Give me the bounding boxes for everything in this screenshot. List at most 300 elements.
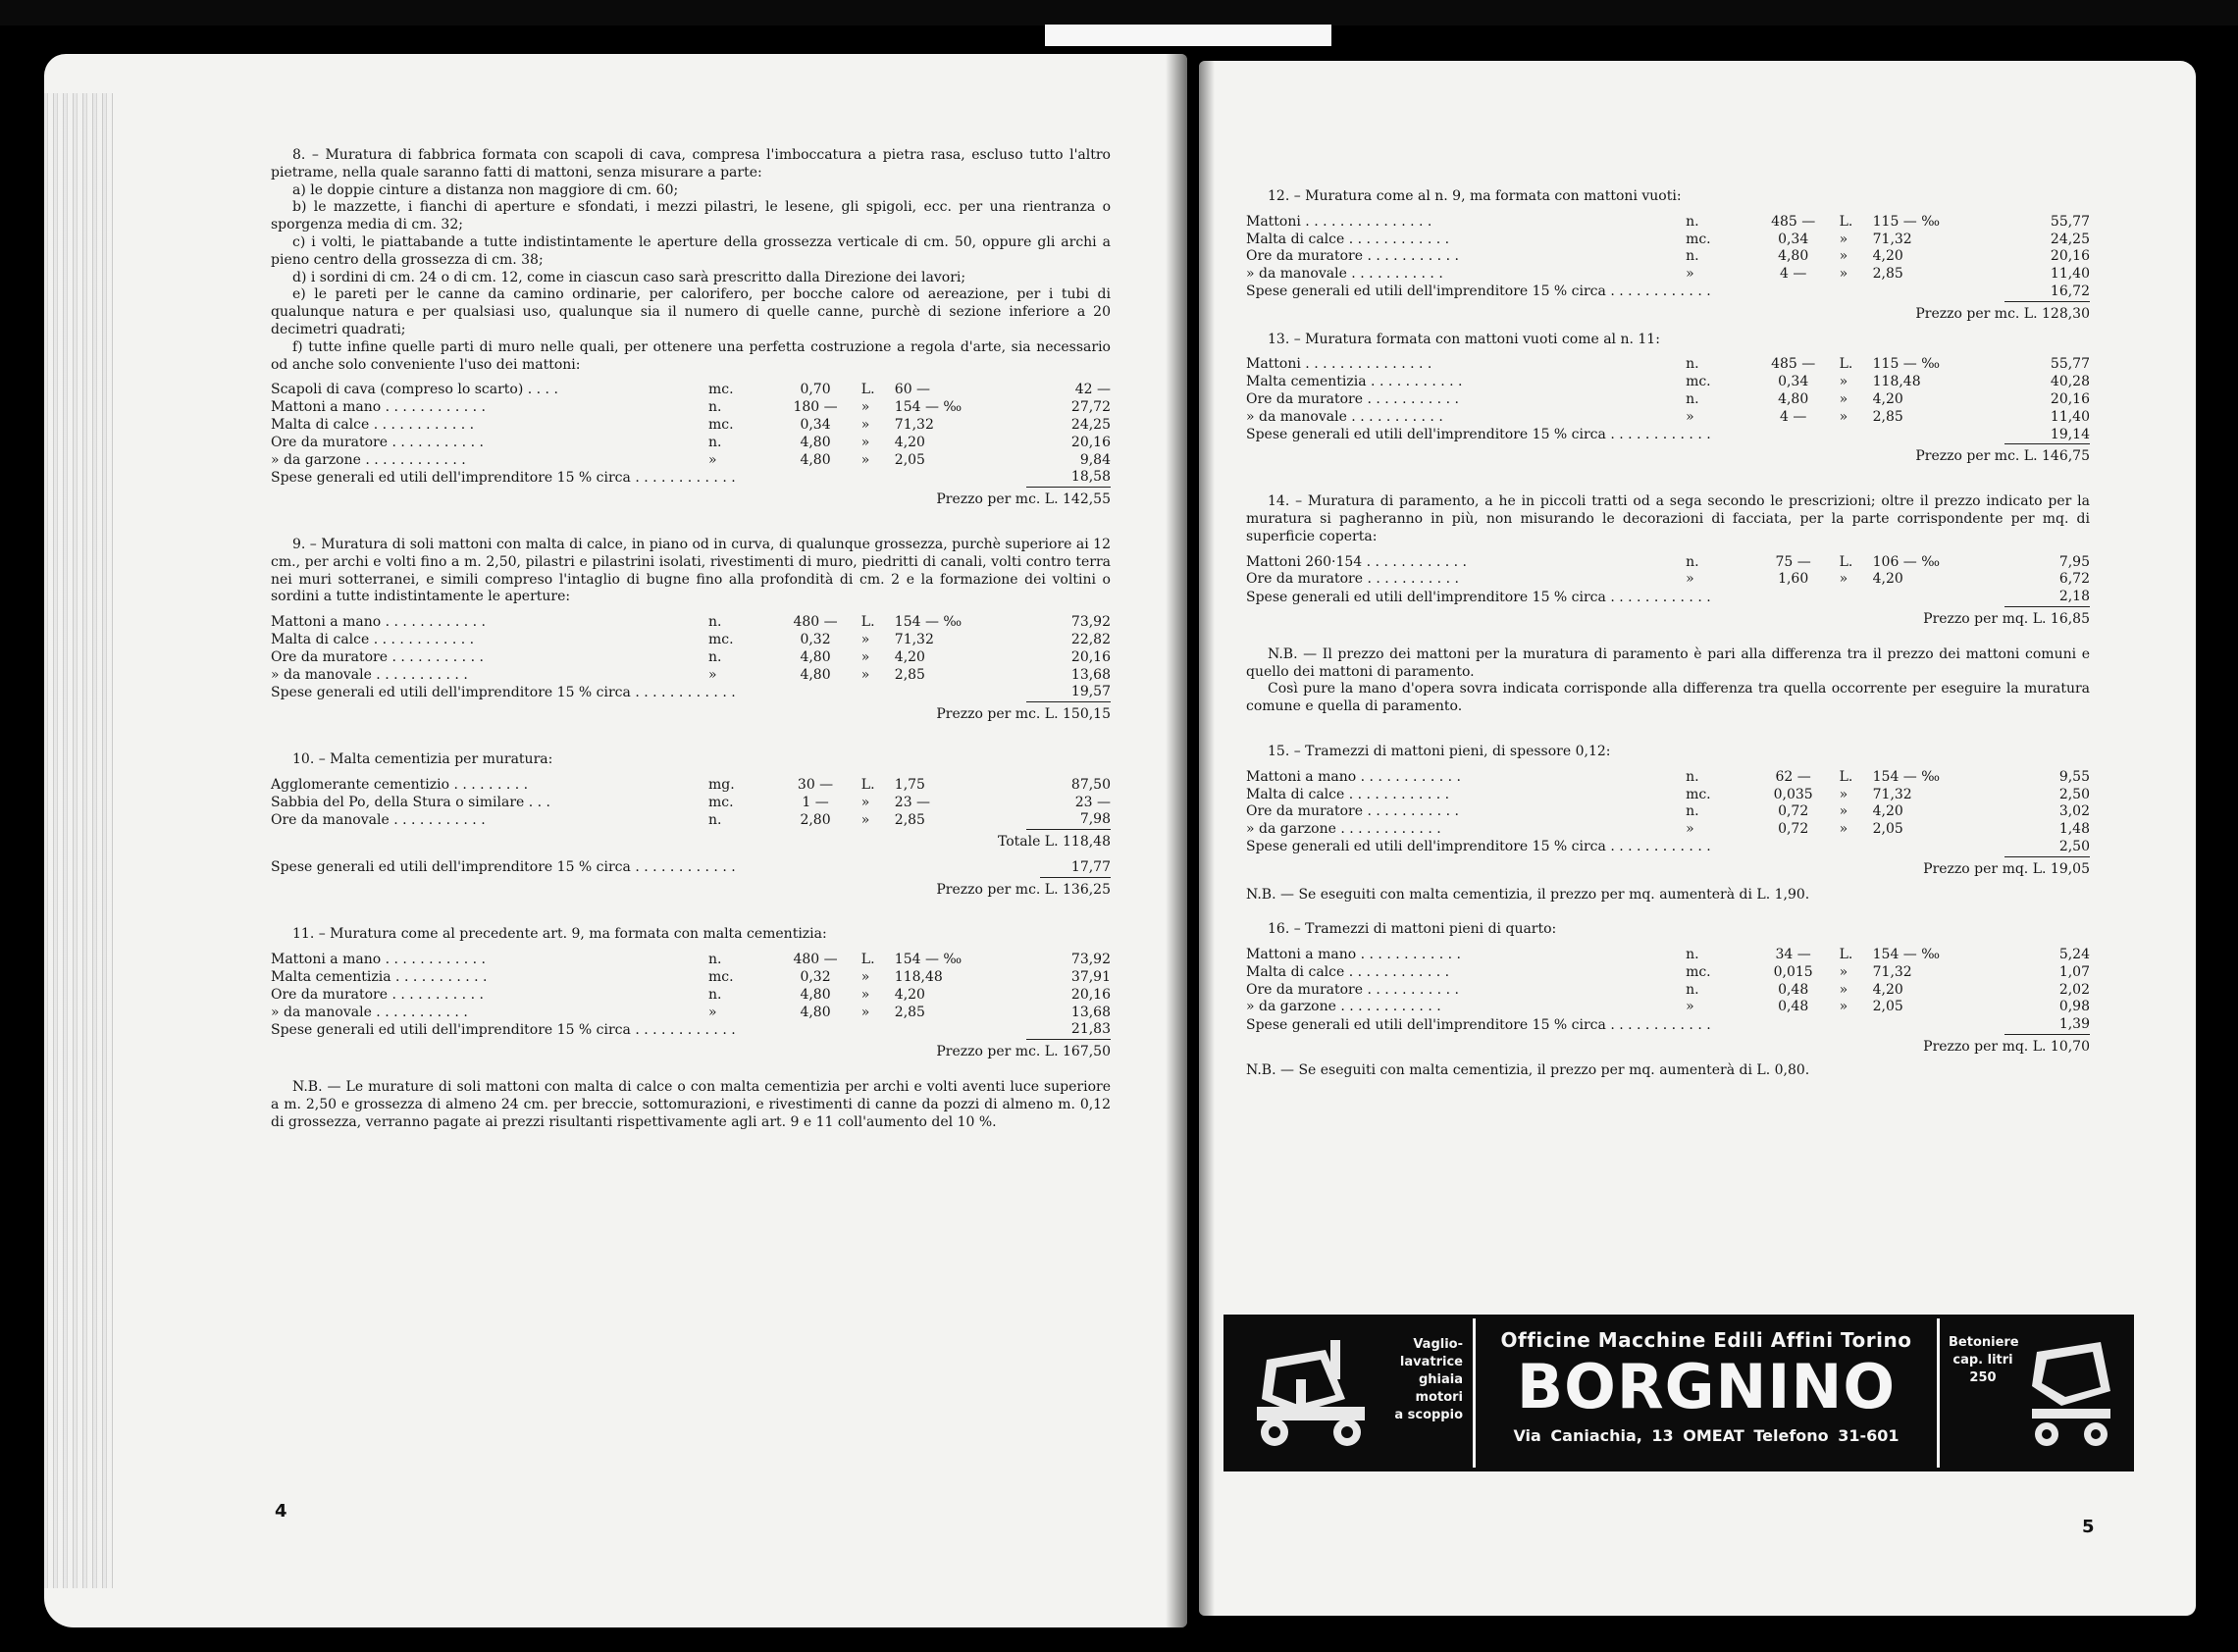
top-paper-strip [1045, 25, 1331, 46]
row-price-prefix: » [1839, 803, 1848, 820]
article-subitem: f) tutte infine quelle parti di muro nelle quali, per ottenere una perfetta costruzione a regola d'arte, sia necessario od anche solo conveniente l'uso dei mattoni: [271, 338, 1111, 373]
row-price [861, 777, 1026, 795]
row-desc: Ore da muratore . . . . . . . . . . . [1246, 981, 1459, 998]
ad-left-line: lavatrice [1399, 1355, 1463, 1369]
gutter-shadow [1199, 61, 1215, 1616]
row-total: 1,39 [2004, 1016, 2090, 1034]
table-row [271, 859, 1111, 877]
row-desc: Spese generali ed utili dell'imprenditore 15 % circa . . . . . . . . . . . . [271, 469, 736, 486]
article-intro: 14. – Muratura di paramento, a he in piccoli tratti od a sega secondo le prescrizioni; oltre il prezzo indicato per la muratura si pagheranno in più, non misurando le decorazioni di facciata, per la parte corrispondente per mq. di superficie coperta: [1246, 493, 2090, 544]
row-total: 20,16 [1070, 434, 1111, 450]
row-total: 40,28 [2050, 374, 2090, 390]
row-price-prefix: L. [1839, 947, 1853, 963]
row-price [861, 667, 1026, 685]
row-price-prefix: » [860, 648, 870, 665]
article-11 [271, 926, 1111, 1061]
row-total: 9,84 [1079, 451, 1111, 468]
table-row [1246, 787, 2090, 804]
row-unit: » [707, 666, 717, 683]
price-line: Prezzo per mc. L. 136,25 [936, 881, 1111, 898]
article-subitem: c) i volti, le piattabande a tutte indistintamente le aperture della grossezza verticale di cm. 50, oppure gli archi a pieno centro della grossezza di cm. 38; [271, 233, 1111, 268]
row-quantity: 0,72 [1778, 803, 1809, 820]
article-subitem: b) le mazzette, i fianchi di aperture e sfondati, i mezzi pilastri, le lesene, gli spigoli, ecc. per una rientranza o sporgenza media di cm. 32; [271, 199, 1111, 233]
row-price [1840, 982, 2005, 1000]
row-unit: » [1686, 408, 1694, 425]
table-row [1246, 999, 2090, 1016]
row-desc: » da manovale . . . . . . . . . . . [1246, 266, 1443, 283]
row-price [861, 399, 1026, 417]
row-price-value: 154 — ‰ [894, 399, 963, 416]
cost-table [271, 952, 1111, 1040]
row-price [1840, 787, 2005, 804]
row-price-value: 71,32 [1872, 786, 1912, 802]
table-row [271, 399, 1111, 417]
right-page-content [1246, 188, 2090, 1080]
row-total: 13,68 [1070, 1004, 1111, 1020]
gutter-shadow [1166, 54, 1187, 1627]
cost-table [271, 614, 1111, 702]
spese-table [271, 859, 1111, 878]
row-price [1840, 232, 2005, 249]
table-row [1246, 409, 2090, 427]
row-price [1840, 803, 2005, 821]
table-row [1246, 947, 2090, 964]
row-quantity: 0,70 [800, 382, 831, 398]
article-intro: 11. – Muratura come al precedente art. 9, ma formata con malta cementizia: [292, 926, 827, 943]
table-row [1246, 232, 2090, 249]
article-12 [1246, 188, 2090, 324]
row-quantity: 0,32 [800, 631, 831, 647]
row-total: 2,02 [2058, 981, 2090, 998]
row-desc: » da manovale . . . . . . . . . . . [271, 1004, 468, 1020]
row-unit: » [1686, 821, 1694, 838]
row-quantity: 0,48 [1778, 999, 1809, 1015]
page-edge-lines [44, 93, 113, 1588]
nb-note: N.B. — Il prezzo dei mattoni per la muratura di paramento è pari alla differenza tra il prezzo dei mattoni comuni e quello dei mattoni di paramento. [1246, 645, 2090, 680]
row-total: 20,16 [2050, 390, 2090, 407]
row-total: 9,55 [2058, 768, 2090, 785]
ad-brand-name: BORGNINO [1516, 1351, 1897, 1422]
row-price [861, 435, 1026, 452]
row-quantity: 30 — [797, 776, 834, 793]
row-price [861, 987, 1026, 1005]
row-price-prefix: » [860, 969, 870, 986]
row-price-value: 2,05 [1872, 999, 1903, 1015]
row-desc: Mattoni . . . . . . . . . . . . . . . [1246, 356, 1432, 373]
table-row [1246, 571, 2090, 589]
ad-left-line: a scoppio [1394, 1408, 1463, 1422]
row-desc: Ore da muratore . . . . . . . . . . . [271, 648, 484, 665]
row-price [1840, 391, 2005, 409]
row-desc: Malta di calce . . . . . . . . . . . . [271, 416, 475, 433]
row-unit: n. [1686, 213, 1699, 230]
row-price-prefix: L. [1839, 768, 1853, 785]
ad-left-line: ghiaia [1418, 1372, 1463, 1387]
row-total: 5,24 [2058, 947, 2090, 963]
table-row [1246, 821, 2090, 839]
article-9 [271, 537, 1111, 724]
row-quantity: 0,32 [800, 969, 831, 986]
row-price-value: 154 — ‰ [1872, 768, 1941, 785]
row-desc: Spese generali ed utili dell'imprenditore 15 % circa . . . . . . . . . . . . [1246, 589, 1711, 605]
row-total: 0,98 [2058, 999, 2090, 1015]
row-quantity: 4 — [1779, 408, 1807, 425]
row-quantity: 0,34 [1778, 231, 1809, 247]
total-line: Totale L. 118,48 [997, 834, 1111, 851]
row-total: 73,92 [1070, 614, 1111, 631]
row-quantity: 485 — [1771, 356, 1816, 373]
article-subitem: d) i sordini di cm. 24 o di cm. 12, come in ciascun caso sarà prescritto dalla Direzione dei lavori; [292, 269, 966, 285]
row-unit: n. [707, 648, 722, 665]
row-unit: mc. [707, 631, 734, 647]
cost-table [1246, 769, 2090, 857]
spread-top-background [0, 0, 2238, 26]
row-desc: Malta cementizia . . . . . . . . . . . [1246, 374, 1463, 390]
row-unit: » [707, 451, 717, 468]
row-desc: Spese generali ed utili dell'imprenditore 15 % circa . . . . . . . . . . . . [1246, 284, 1711, 300]
row-total: 20,16 [1070, 986, 1111, 1003]
row-total: 17,77 [1040, 859, 1111, 877]
table-row [1246, 589, 2090, 606]
row-total: 7,98 [1026, 811, 1111, 829]
table-row [271, 469, 1111, 487]
row-price-value: 154 — ‰ [894, 614, 963, 631]
row-total: 20,16 [1070, 648, 1111, 665]
ad-center-panel [1473, 1318, 1940, 1468]
table-row [1246, 554, 2090, 572]
ad-firm-title: Officine Macchine Edili Affini Torino [1500, 1328, 1912, 1352]
row-price-value: 71,32 [894, 631, 934, 647]
row-unit: mc. [707, 416, 734, 433]
row-unit: n. [707, 614, 722, 631]
row-total: 2,18 [2004, 589, 2090, 606]
row-price [861, 452, 1026, 470]
row-price-prefix: L. [860, 776, 875, 793]
row-total: 24,25 [1070, 416, 1111, 433]
table-row [271, 987, 1111, 1005]
row-desc: Malta di calce . . . . . . . . . . . . [1246, 786, 1450, 802]
row-unit: » [1686, 571, 1694, 588]
row-desc: » da garzone . . . . . . . . . . . . [1246, 821, 1441, 838]
row-desc: » da garzone . . . . . . . . . . . . [271, 451, 466, 468]
row-unit: » [707, 1004, 717, 1020]
nb-note: N.B. — Le murature di soli mattoni con malta di calce o con malta cementizia per archi e volti aventi luce superiore a m. 2,50 e grossezza di almeno 24 cm. per breccie, sottomurazioni, e rivestimenti di canne da pozzi di almeno m. 0,12 di grossezza, verranno pagate ai prezzi risultanti rispettivamente agli art. 9 e 11 coll'aumento del 10 %. [271, 1079, 1111, 1130]
row-price-prefix: L. [1839, 553, 1853, 570]
row-unit: n. [707, 434, 722, 450]
ad-right-line: Betoniere [1949, 1335, 2019, 1350]
row-price-value: 23 — [894, 794, 931, 810]
row-price-value: 1,75 [894, 776, 925, 793]
row-price [1840, 999, 2005, 1016]
row-desc: Ore da muratore . . . . . . . . . . . [271, 434, 484, 450]
row-price [861, 614, 1026, 632]
article-10 [271, 751, 1111, 900]
article-intro: 10. – Malta cementizia per muratura: [292, 750, 553, 767]
row-price-value: 4,20 [1872, 803, 1903, 820]
price-line: Prezzo per mq. L. 10,70 [1923, 1039, 2090, 1056]
row-desc: Mattoni a mano . . . . . . . . . . . . [271, 952, 486, 968]
row-total: 19,57 [1026, 684, 1111, 701]
row-price-value: 2,85 [894, 666, 925, 683]
row-desc: Malta cementizia . . . . . . . . . . . [271, 969, 488, 986]
row-quantity: 0,015 [1773, 963, 1813, 980]
row-price [1840, 214, 2005, 232]
row-total: 11,40 [2050, 408, 2090, 425]
row-price [861, 1005, 1026, 1022]
row-price-value: 2,85 [1872, 408, 1903, 425]
table-row [271, 435, 1111, 452]
row-total: 18,58 [1026, 469, 1111, 487]
borgnino-advertisement [1223, 1315, 2134, 1471]
row-price-prefix: L. [1839, 213, 1853, 230]
article-8 [271, 147, 1111, 509]
row-price-value: 4,20 [1872, 571, 1903, 588]
row-desc: Mattoni a mano . . . . . . . . . . . . [1246, 947, 1461, 963]
row-quantity: 4,80 [800, 1004, 831, 1020]
row-price-value: 154 — ‰ [894, 952, 963, 968]
row-price-value: 115 — ‰ [1872, 213, 1941, 230]
row-total: 55,77 [2050, 213, 2090, 230]
row-price [1840, 769, 2005, 787]
row-quantity: 4,80 [800, 666, 831, 683]
row-desc: Mattoni a mano . . . . . . . . . . . . [271, 399, 486, 416]
page-number-left: 4 [275, 1501, 287, 1522]
row-desc: Scapoli di cava (compreso lo scarto) . . . . [271, 382, 558, 398]
row-price [1840, 821, 2005, 839]
ad-address: Via Caniachia, 13 OMEAT Telefono 31-601 [1513, 1426, 1900, 1445]
ad-right-line: 250 [1969, 1370, 1997, 1385]
nb-note: N.B. — Se eseguiti con malta cementizia, il prezzo per mq. aumenterà di L. 0,80. [1246, 1061, 1810, 1078]
row-price-prefix: » [1839, 374, 1848, 390]
row-desc: Sabbia del Po, della Stura o similare . . . [271, 794, 551, 810]
cost-table [271, 777, 1111, 830]
table-row [1246, 391, 2090, 409]
table-row [1246, 266, 2090, 284]
row-desc: Mattoni a mano . . . . . . . . . . . . [1246, 768, 1461, 785]
row-price-prefix: » [860, 434, 870, 450]
row-total: 11,40 [2050, 266, 2090, 283]
row-unit: » [1686, 266, 1694, 283]
row-price-value: 118,48 [894, 969, 943, 986]
row-desc: Ore da muratore . . . . . . . . . . . [1246, 248, 1459, 265]
left-page-content [271, 147, 1111, 1131]
table-row [1246, 839, 2090, 856]
table-row [271, 969, 1111, 987]
row-quantity: 4,80 [800, 451, 831, 468]
row-total: 6,72 [2058, 571, 2090, 588]
nb-note: N.B. — Se eseguiti con malta cementizia, il prezzo per mq. aumenterà di L. 1,90. [1246, 886, 1810, 903]
row-price-value: 60 — [894, 382, 931, 398]
row-price-prefix: » [1839, 999, 1848, 1015]
row-price [861, 417, 1026, 435]
row-price-prefix: » [1839, 266, 1848, 283]
row-unit: n. [1686, 356, 1699, 373]
table-row [271, 777, 1111, 795]
row-price-prefix: » [1839, 390, 1848, 407]
concrete-mixer-illustration [2022, 1332, 2120, 1454]
row-quantity: 480 — [793, 614, 838, 631]
article-intro: 8. – Muratura di fabbrica formata con scapoli di cava, compresa l'imboccatura a pietra rasa, escluso tutto l'altro pietrame, nella quale saranno fatti di mattoni, senza misurare a parte: [271, 147, 1111, 181]
row-price-prefix: L. [1839, 356, 1853, 373]
row-price-prefix: L. [860, 952, 875, 968]
row-price [861, 632, 1026, 649]
row-unit: n. [1686, 768, 1699, 785]
article-14 [1246, 493, 2090, 716]
table-row [271, 632, 1111, 649]
cost-table [1246, 947, 2090, 1035]
row-price [1840, 248, 2005, 266]
row-price-prefix: » [860, 1004, 870, 1020]
row-desc: » da garzone . . . . . . . . . . . . [1246, 999, 1441, 1015]
row-total: 20,16 [2050, 248, 2090, 265]
row-price [1840, 374, 2005, 391]
row-price [1840, 947, 2005, 964]
row-quantity: 480 — [793, 952, 838, 968]
table-row [1246, 1016, 2090, 1034]
row-unit: n. [1686, 803, 1699, 820]
row-price-prefix: » [860, 451, 870, 468]
row-unit: mc. [1686, 374, 1711, 390]
article-13 [1246, 332, 2090, 467]
table-row [271, 1021, 1111, 1039]
article-16 [1246, 921, 2090, 1079]
row-total: 23 — [1074, 794, 1111, 810]
row-unit: mc. [1686, 786, 1711, 802]
article-intro: 15. – Tramezzi di mattoni pieni, di spessore 0,12: [1268, 743, 1611, 759]
cost-table [271, 382, 1111, 488]
article-intro: 12. – Muratura come al n. 9, ma formata con mattoni vuoti: [1268, 188, 1682, 204]
ad-right-line: cap. litri [1952, 1353, 2013, 1368]
row-desc: Malta di calce . . . . . . . . . . . . [1246, 963, 1450, 980]
row-desc: » da manovale . . . . . . . . . . . [271, 666, 468, 683]
row-unit: » [1686, 999, 1694, 1015]
row-quantity: 4 — [1779, 266, 1807, 283]
row-quantity: 1 — [802, 794, 829, 810]
row-quantity: 75 — [1775, 553, 1811, 570]
row-price-prefix: » [860, 399, 870, 416]
table-row [1246, 427, 2090, 444]
row-total: 13,68 [1070, 666, 1111, 683]
row-price-value: 2,85 [1872, 266, 1903, 283]
price-line: Prezzo per mc. L. 142,55 [936, 491, 1111, 508]
row-price [861, 382, 1026, 399]
row-quantity: 4,80 [1778, 390, 1809, 407]
row-desc: Ore da muratore . . . . . . . . . . . [1246, 803, 1459, 820]
row-price-prefix: » [1839, 571, 1848, 588]
price-line: Prezzo per mq. L. 19,05 [1923, 860, 2090, 877]
table-row [1246, 248, 2090, 266]
row-price [1840, 409, 2005, 427]
row-price-value: 4,20 [1872, 981, 1903, 998]
row-desc: Spese generali ed utili dell'imprenditore 15 % circa . . . . . . . . . . . . [271, 684, 736, 700]
row-price-prefix: L. [860, 614, 875, 631]
price-line: Prezzo per mc. L. 167,50 [936, 1044, 1111, 1060]
row-price [1840, 266, 2005, 284]
row-price [861, 649, 1026, 667]
row-quantity: 0,72 [1778, 821, 1809, 838]
row-unit: n. [707, 986, 722, 1003]
row-unit: n. [1686, 248, 1699, 265]
row-quantity: 0,035 [1773, 786, 1813, 802]
page-number-right: 5 [2082, 1517, 2095, 1537]
table-row [1246, 284, 2090, 301]
table-row [271, 417, 1111, 435]
row-desc: Spese generali ed utili dell'imprenditore 15 % circa . . . . . . . . . . . . [1246, 1016, 1711, 1033]
row-price-value: 4,20 [1872, 390, 1903, 407]
table-row [1246, 356, 2090, 374]
row-unit: mc. [707, 794, 734, 810]
row-unit: mg. [707, 776, 735, 793]
nb-note: Così pure la mano d'opera sovra indicata corrisponde alla differenza tra quella occorrente per eseguire la muratura comune e quella di paramento. [1246, 681, 2090, 715]
row-total: 73,92 [1070, 952, 1111, 968]
row-price-prefix: » [1839, 231, 1848, 247]
table-row [271, 382, 1111, 399]
row-quantity: 4,80 [1778, 248, 1809, 265]
row-price-value: 4,20 [894, 986, 925, 1003]
row-total: 2,50 [2004, 839, 2090, 856]
row-price-value: 2,85 [894, 1004, 925, 1020]
row-desc: Ore da manovale . . . . . . . . . . . [271, 811, 486, 828]
row-price-prefix: L. [860, 382, 875, 398]
row-unit: mc. [1686, 963, 1711, 980]
row-total: 2,50 [2058, 786, 2090, 802]
row-price-value: 115 — ‰ [1872, 356, 1941, 373]
row-price [861, 811, 1026, 829]
row-total: 7,95 [2058, 553, 2090, 570]
row-total: 1,48 [2058, 821, 2090, 838]
ad-left-text [1384, 1336, 1463, 1424]
row-price-prefix: » [860, 794, 870, 810]
row-total: 16,72 [2004, 284, 2090, 301]
row-price-prefix: » [1839, 248, 1848, 265]
row-quantity: 0,34 [800, 416, 831, 433]
row-price-value: 2,05 [1872, 821, 1903, 838]
cost-table [1246, 554, 2090, 607]
row-desc: Spese generali ed utili dell'imprenditore 15 % circa . . . . . . . . . . . . [1246, 427, 1711, 443]
row-desc: Ore da muratore . . . . . . . . . . . [1246, 571, 1459, 588]
table-row [271, 795, 1111, 812]
row-quantity: 485 — [1771, 213, 1816, 230]
row-price-prefix: » [860, 986, 870, 1003]
row-total: 27,72 [1070, 399, 1111, 416]
row-price-value: 2,85 [894, 811, 925, 828]
row-price [861, 795, 1026, 812]
row-quantity: 34 — [1775, 947, 1811, 963]
row-quantity: 0,34 [1778, 374, 1809, 390]
row-price-value: 4,20 [1872, 248, 1903, 265]
row-total: 55,77 [2050, 356, 2090, 373]
row-desc: Malta di calce . . . . . . . . . . . . [271, 631, 475, 647]
row-price [1840, 356, 2005, 374]
row-price-value: 2,05 [894, 451, 925, 468]
row-quantity: 180 — [793, 399, 838, 416]
row-desc: Spese generali ed utili dell'imprenditore 15 % circa . . . . . . . . . . . . [271, 859, 736, 876]
row-quantity: 0,48 [1778, 981, 1809, 998]
row-price-prefix: » [860, 416, 870, 433]
table-row [1246, 982, 2090, 1000]
row-price-prefix: » [1839, 408, 1848, 425]
row-desc: Agglomerante cementizio . . . . . . . . . [271, 776, 529, 793]
row-unit: n. [1686, 553, 1699, 570]
row-desc: Malta di calce . . . . . . . . . . . . [1246, 231, 1450, 247]
row-price [1840, 571, 2005, 589]
ad-right-text [1949, 1334, 2017, 1387]
row-total: 22,82 [1070, 631, 1111, 647]
row-desc: Mattoni 260·154 . . . . . . . . . . . . [1246, 553, 1468, 570]
row-unit: n. [707, 811, 722, 828]
row-total: 37,91 [1070, 969, 1111, 986]
price-line: Prezzo per mc. L. 128,30 [1915, 305, 2090, 322]
